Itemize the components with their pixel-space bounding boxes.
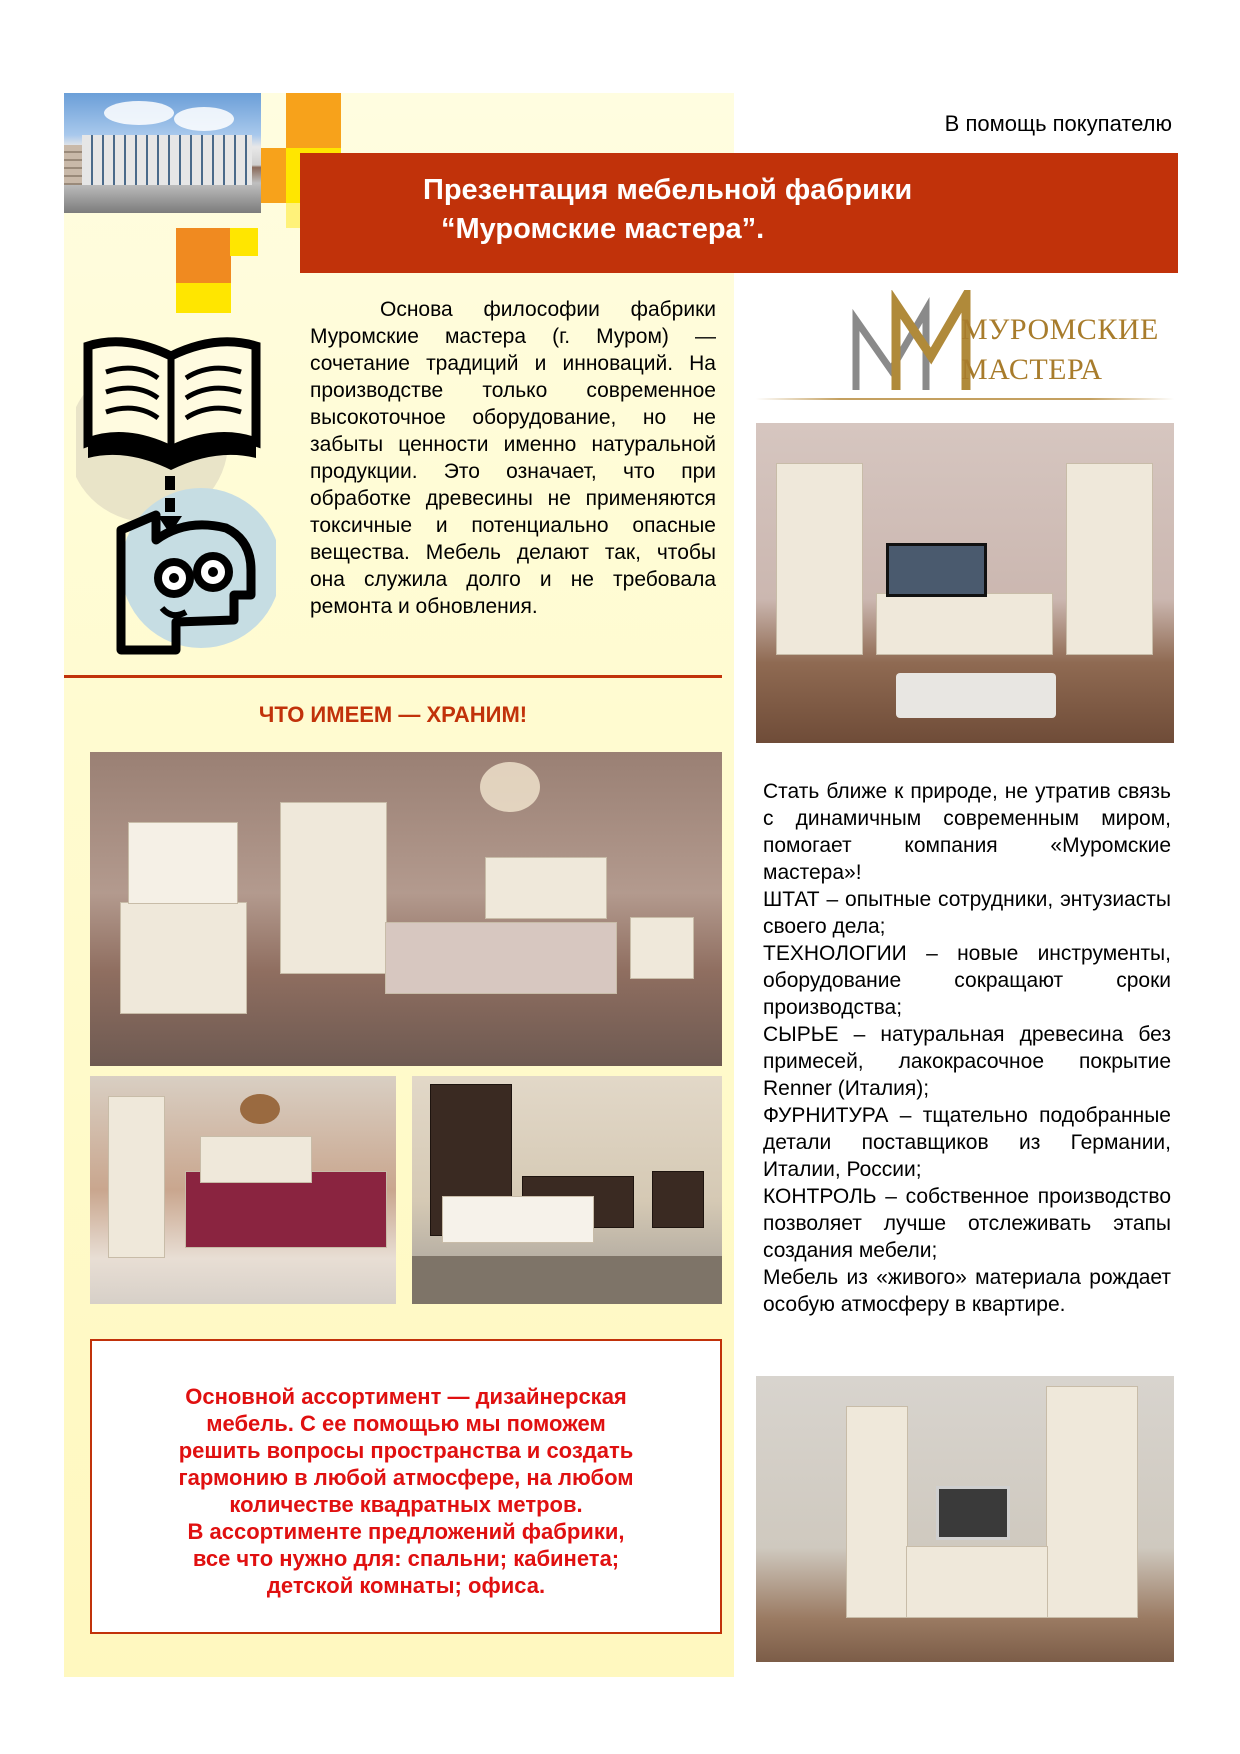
right-paragraph: КОНТРОЛЬ – собственное производство позволяет лучше отслеживать этапы создания мебели; <box>763 1185 1171 1262</box>
right-paragraph: ФУРНИТУРА – тщательно подобранные детали поставщиков из Германии, Италии, России; <box>763 1104 1171 1181</box>
bedroom-photo-light <box>90 1076 396 1304</box>
company-logo <box>756 290 1174 406</box>
assortment-line: В ассортименте предложений фабрики, <box>187 1519 625 1544</box>
decor-square <box>176 283 231 313</box>
assortment-box <box>90 1339 722 1634</box>
bedroom-photo-main <box>90 752 722 1066</box>
decor-square <box>286 93 341 148</box>
title-line-2: “Муромские мастера”. <box>441 213 765 245</box>
decor-square <box>230 228 258 256</box>
section-label: В помощь покупателю <box>944 111 1172 136</box>
reading-illustration <box>76 330 276 660</box>
right-paragraph: ТЕХНОЛОГИИ – новые инструменты, оборудование сокращают сроки производства; <box>763 942 1171 1019</box>
cabinet-photo <box>756 1376 1174 1662</box>
section-divider <box>64 675 722 678</box>
logo-line-2: МАСТЕРА <box>961 353 1103 386</box>
assortment-line: все что нужно для: спальни; кабинета; <box>192 1546 620 1571</box>
right-paragraph: Мебель из «живого» материала рождает особую атмосферу в квартире. <box>763 1266 1171 1316</box>
factory-photo <box>64 93 261 213</box>
decor-square <box>176 228 231 283</box>
assortment-text <box>102 1383 710 1599</box>
assortment-line: решить вопросы пространства и создать <box>178 1438 634 1463</box>
assortment-line: мебель. С ее помощью мы поможем <box>206 1411 606 1436</box>
right-paragraph: СЫРЬЕ – натуральная древесина без примесей, лакокрасочное покрытие Renner (Италия); <box>763 1023 1171 1100</box>
page-title <box>423 171 1123 249</box>
assortment-line: гармонию в любой атмосфере, на любом <box>178 1465 634 1490</box>
assortment-line: количестве квадратных метров. <box>229 1492 583 1517</box>
logo-text <box>961 310 1159 390</box>
logo-underline <box>756 398 1174 400</box>
reading-head-icon <box>76 500 276 660</box>
assortment-line: детской комнаты; офиса. <box>266 1573 546 1598</box>
logo-line-1: МУРОМСКИЕ <box>961 313 1159 346</box>
assortment-line: Основной ассортимент — дизайнерская <box>185 1384 627 1409</box>
section-heading: ЧТО ИМЕЕМ — ХРАНИМ! <box>258 702 528 727</box>
right-column-text <box>763 778 1171 1318</box>
title-line-1: Презентация мебельной фабрики <box>423 174 913 206</box>
bedroom-photo-dark <box>412 1076 722 1304</box>
intro-paragraph: Основа философии фабрики Муромские мастера (г. Муром) — сочетание традиций и инноваций. На производстве только современное высокоточное оборудование, но не забыты ценности именно натуральной продукции. Это означает, что при обработке древесины не применяются токсичные и потенциально опасные вещества. Мебель делают так, чтобы она служила долго и не требовала ремонта и обновления. <box>310 298 716 618</box>
living-room-photo <box>756 423 1174 743</box>
right-paragraph: Стать ближе к природе, не утратив связь с динамичным современным миром, помогает компания «Муромские мастера»! <box>763 780 1171 884</box>
right-paragraph: ШТАТ – опытные сотрудники, энтузиасты своего дела; <box>763 888 1171 938</box>
